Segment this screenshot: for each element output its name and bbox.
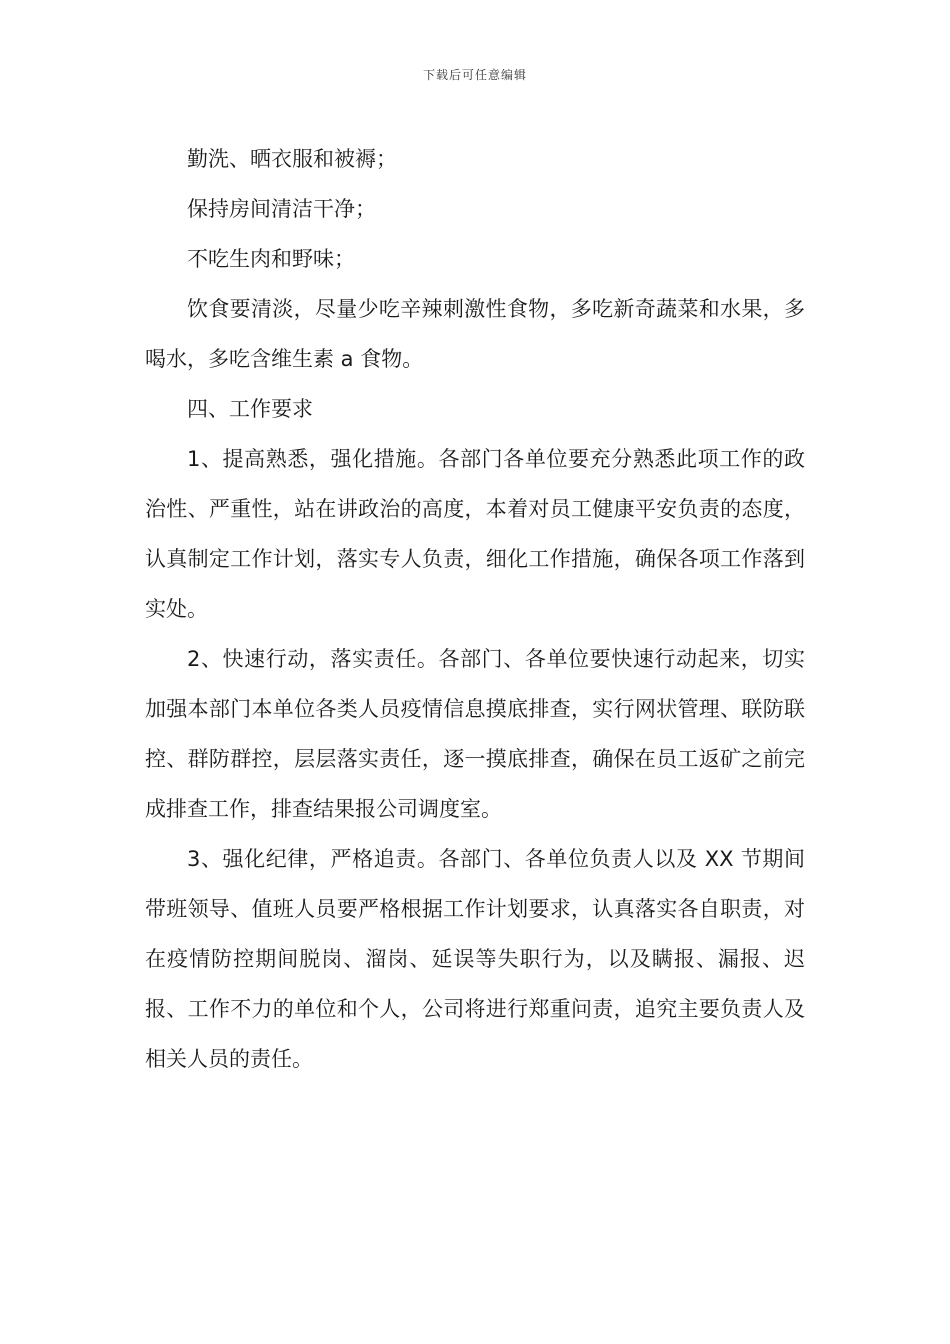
paragraph-requirement-1: 1、提高熟悉，强化措施。各部门各单位要充分熟悉此项工作的政治性、严重性，站在讲政治的高度，本着对员工健康平安负责的态度，认真制定工作计划，落实专人负责，细化工作措施，确保各项工作落到实处。 bbox=[145, 447, 805, 621]
paragraph-no-raw-meat: 不吃生肉和野味； bbox=[187, 247, 355, 271]
paragraph-wash-clothes: 勤洗、晒衣服和被褥； bbox=[187, 147, 397, 171]
document-body bbox=[145, 134, 805, 1084]
paragraph-requirement-2: 2、快速行动，落实责任。各部门、各单位要快速行动起来，切实加强本部门本单位各类人员疫情信息摸底排查，实行网状管理、联防联控、群防群控，层层落实责任，逐一摸底排查，确保在员工返矿之前完成排查工作，排查结果报公司调度室。 bbox=[145, 647, 805, 821]
section-heading-work-requirements: 四、工作要求 bbox=[187, 397, 313, 421]
paragraph-diet: 饮食要清淡，尽量少吃辛辣刺激性食物，多吃新奇蔬菜和水果，多喝水，多吃含维生素 a 食物。 bbox=[145, 297, 805, 371]
page-header: 下载后可任意编辑 bbox=[422, 68, 527, 82]
paragraph-clean-room: 保持房间清洁干净； bbox=[187, 197, 376, 221]
paragraph-requirement-3: 3、强化纪律，严格追责。各部门、各单位负责人以及 XX 节期间带班领导、值班人员要严格根据工作计划要求，认真落实各自职责，对在疫情防控期间脱岗、溜岗、延误等失职行为，以及瞒报、漏报、迟报、工作不力的单位和个人，公司将进行郑重问责，追究主要负责人及相关人员的责任。 bbox=[145, 847, 805, 1071]
